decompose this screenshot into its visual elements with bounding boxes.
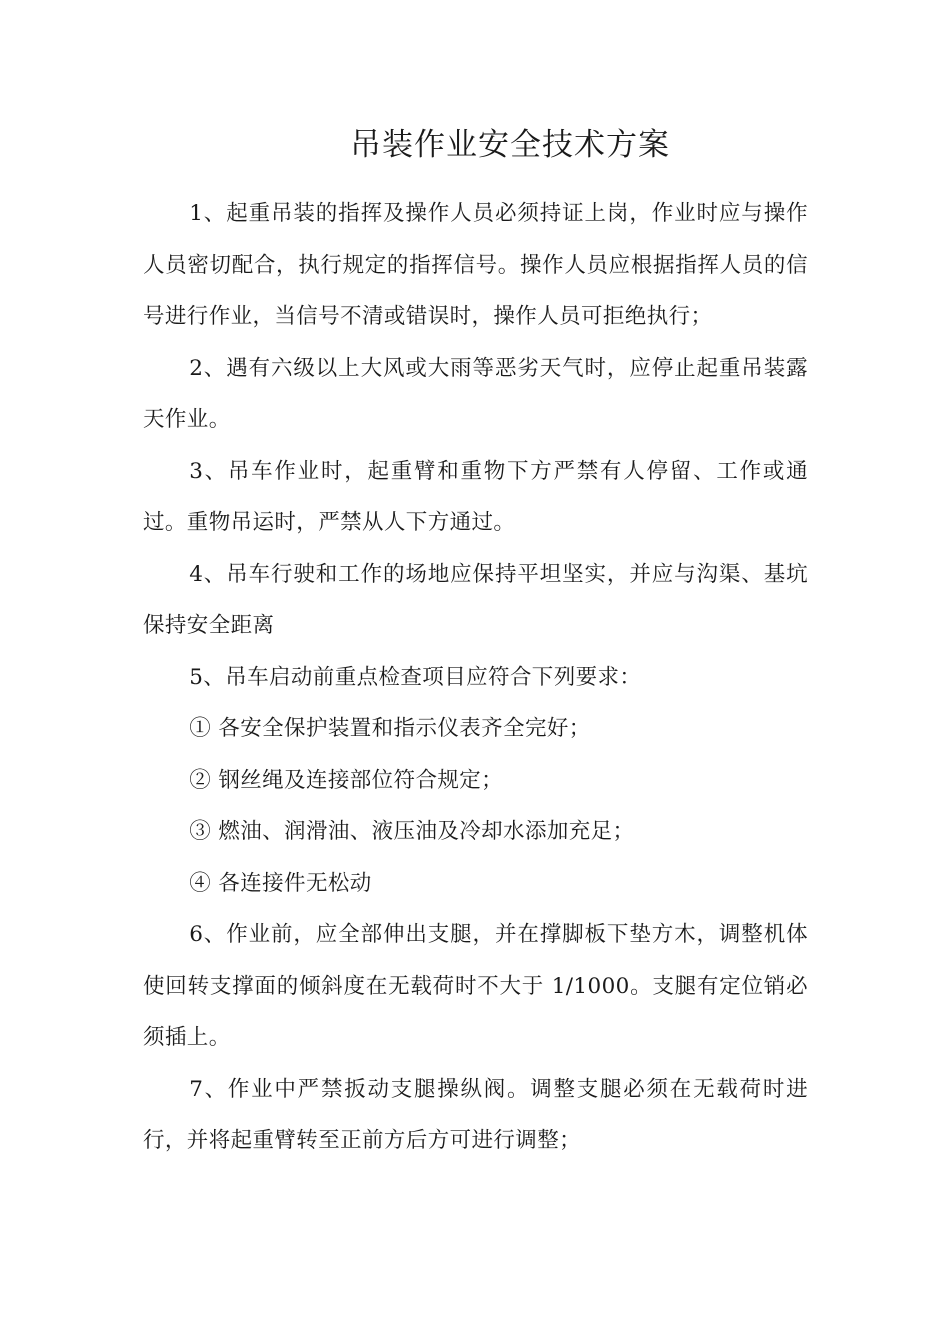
- document-title: 吊装作业安全技术方案: [350, 127, 670, 163]
- paragraph-6: 6、作业前，应全部伸出支腿，并在撑脚板下垫方木，调整机体使回转支撑面的倾斜度在无载荷时不大于 1/1000。支腿有定位销必须插上。: [143, 922, 808, 1050]
- checklist-item-2: ② 钢丝绳及连接部位符合规定；: [189, 767, 504, 793]
- paragraph-5: 5、吊车启动前重点检查项目应符合下列要求：: [189, 664, 642, 690]
- paragraph-1: 1、起重吊装的指挥及操作人员必须持证上岗，作业时应与操作人员密切配合，执行规定的指挥信号。操作人员应根据指挥人员的信号进行作业，当信号不清或错误时，操作人员可拒绝执行；: [143, 201, 808, 329]
- paragraph-3: 3、吊车作业时，起重臂和重物下方严禁有人停留、工作或通过。重物吊运时，严禁从人下方通过。: [143, 458, 808, 535]
- checklist-item-3: ③ 燃油、润滑油、液压油及冷却水添加充足；: [189, 819, 635, 844]
- paragraph-2: 2、遇有六级以上大风或大雨等恶劣天气时，应停止起重吊装露天作业。: [143, 355, 808, 432]
- document-body: [143, 188, 808, 1167]
- paragraph-7: 7、作业中严禁扳动支腿操纵阀。调整支腿必须在无载荷时进行，并将起重臂转至正前方后方可进行调整；: [143, 1076, 808, 1153]
- checklist-item-4: ④ 各连接件无松动: [189, 870, 372, 896]
- checklist-item-1: ① 各安全保护装置和指示仪表齐全完好；: [189, 716, 591, 741]
- paragraph-4: 4、吊车行驶和工作的场地应保持平坦坚实，并应与沟渠、基坑保持安全距离: [143, 561, 808, 638]
